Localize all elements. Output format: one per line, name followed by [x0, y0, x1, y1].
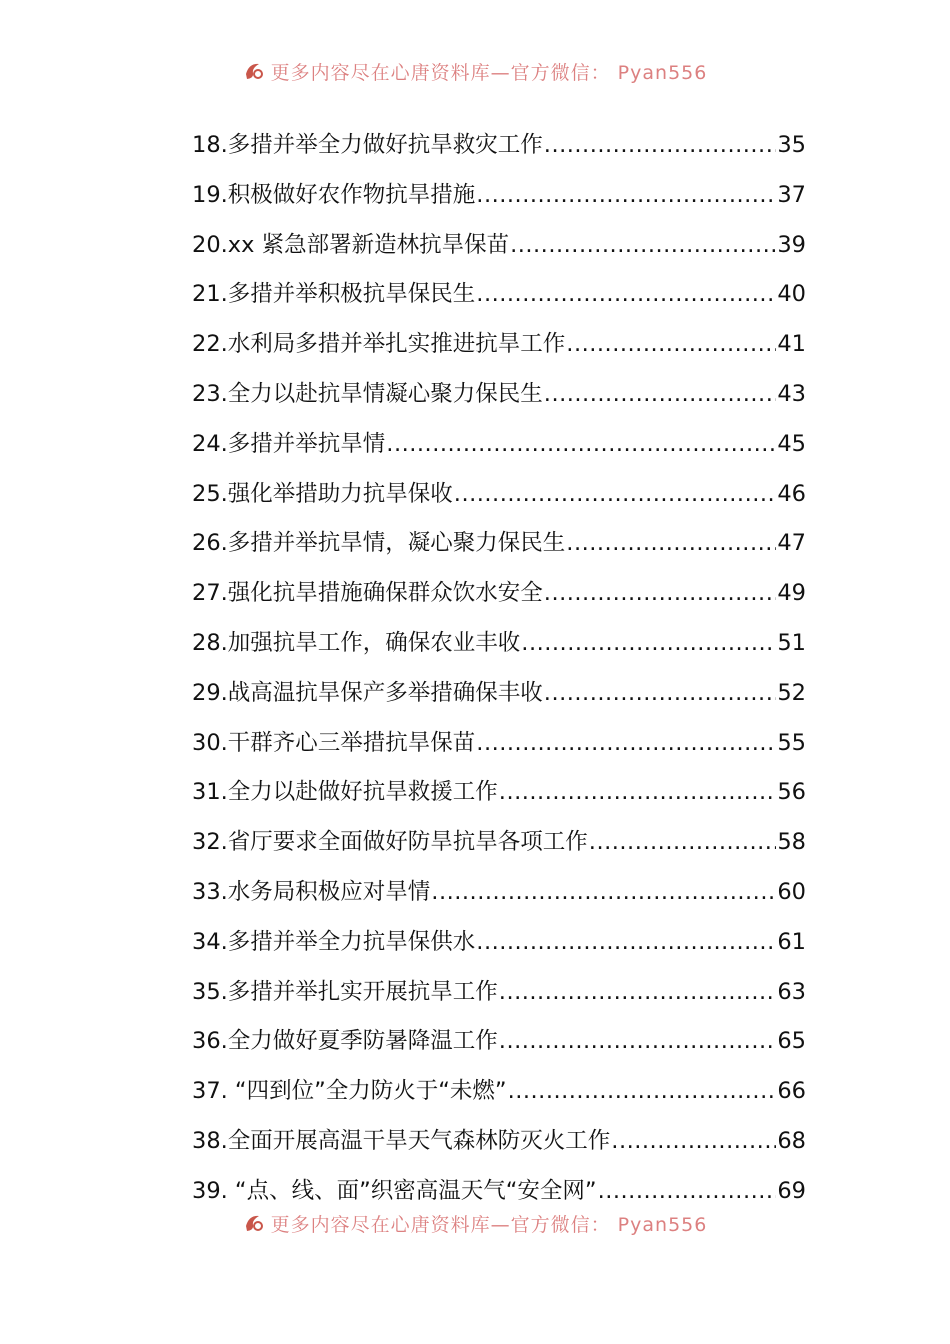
toc-entry-page: 58 — [777, 829, 806, 856]
toc-entry[interactable] — [192, 426, 806, 476]
toc-leader-dots — [589, 824, 777, 860]
toc-entry-title: 20.xx 紧急部署新造林抗旱保苗 — [192, 231, 510, 258]
toc-entry[interactable] — [192, 127, 806, 177]
toc-leader-dots — [544, 675, 777, 711]
toc-entry-page: 47 — [777, 530, 806, 557]
toc-entry[interactable] — [192, 824, 806, 874]
toc-leader-dots — [521, 625, 776, 661]
toc-entry-title: 26.多措并举抗旱情，凝心聚力保民生 — [192, 530, 566, 557]
toc-entry-title: 39. “点、线、面”织密高温天气“安全网” — [192, 1177, 597, 1204]
toc-entry-page: 41 — [777, 331, 806, 358]
toc-entry[interactable] — [192, 774, 806, 824]
toc-entry-page: 39 — [777, 231, 806, 258]
toc-leader-dots — [566, 525, 776, 561]
toc-entry[interactable] — [192, 476, 806, 526]
toc-entry-page: 35 — [777, 132, 806, 158]
toc-leader-dots — [499, 774, 777, 810]
toc-entry-title: 18.多措并举全力做好抗旱救灾工作 — [192, 132, 543, 158]
toc-leader-dots — [544, 575, 777, 611]
toc-leader-dots — [544, 127, 777, 163]
toc-entry-page: 46 — [777, 480, 806, 507]
toc-leader-dots — [566, 326, 776, 362]
watermark-text: 更多内容尽在心唐资料库—官方微信： Pyan556 — [270, 1213, 708, 1236]
toc-leader-dots — [431, 874, 776, 910]
toc-entry-title: 36.全力做好夏季防暑降温工作 — [192, 1028, 498, 1055]
table-of-contents — [192, 127, 806, 1223]
toc-entry-page: 49 — [777, 580, 806, 607]
toc-entry-page: 43 — [777, 380, 806, 407]
toc-entry[interactable] — [192, 376, 806, 426]
logo-icon — [243, 60, 265, 82]
toc-entry-page: 56 — [777, 779, 806, 806]
toc-leader-dots — [544, 376, 777, 412]
toc-entry-page: 63 — [777, 978, 806, 1005]
toc-entry-title: 33.水务局积极应对旱情 — [192, 878, 431, 905]
toc-entry-page: 40 — [777, 281, 806, 308]
toc-leader-dots — [499, 974, 777, 1010]
toc-leader-dots — [611, 1123, 776, 1159]
toc-entry[interactable] — [192, 575, 806, 625]
toc-entry-title: 27.强化抗旱措施确保群众饮水安全 — [192, 580, 543, 607]
toc-entry[interactable] — [192, 1023, 806, 1073]
toc-entry-title: 22.水利局多措并举扎实推进抗旱工作 — [192, 331, 566, 358]
toc-entry[interactable] — [192, 276, 806, 326]
toc-entry[interactable] — [192, 227, 806, 277]
toc-entry-page: 45 — [777, 430, 806, 457]
toc-entry[interactable] — [192, 725, 806, 775]
watermark-text: 更多内容尽在心唐资料库—官方微信： Pyan556 — [270, 61, 708, 84]
toc-leader-dots — [386, 426, 776, 462]
toc-entry[interactable] — [192, 177, 806, 227]
toc-entry[interactable] — [192, 625, 806, 675]
toc-entry-title: 37. “四到位”全力防火于“未燃” — [192, 1078, 507, 1105]
toc-entry-page: 52 — [777, 679, 806, 706]
toc-entry[interactable] — [192, 874, 806, 924]
toc-leader-dots — [476, 177, 776, 213]
toc-entry-title: 38.全面开展高温干旱天气森林防灭火工作 — [192, 1127, 611, 1154]
toc-entry-page: 55 — [777, 729, 806, 756]
toc-entry-title: 28.加强抗旱工作，确保农业丰收 — [192, 629, 521, 656]
toc-leader-dots — [476, 924, 776, 960]
toc-leader-dots — [499, 1023, 777, 1059]
toc-leader-dots — [510, 227, 776, 263]
logo-icon — [243, 1212, 265, 1234]
toc-entry-title: 34.多措并举全力抗旱保供水 — [192, 928, 476, 955]
toc-entry-title: 35.多措并举扎实开展抗旱工作 — [192, 978, 498, 1005]
toc-leader-dots — [454, 476, 777, 512]
toc-entry-page: 37 — [777, 181, 806, 208]
toc-leader-dots — [476, 276, 776, 312]
toc-entry-title: 25.强化举措助力抗旱保收 — [192, 480, 453, 507]
toc-entry-title: 30.干群齐心三举措抗旱保苗 — [192, 729, 476, 756]
toc-entry[interactable] — [192, 326, 806, 376]
toc-entry-page: 66 — [777, 1078, 806, 1105]
watermark-header — [0, 58, 950, 84]
toc-entry-title: 31.全力以赴做好抗旱救援工作 — [192, 779, 498, 806]
toc-entry-title: 29.战高温抗旱保产多举措确保丰收 — [192, 679, 543, 706]
toc-entry[interactable] — [192, 1123, 806, 1173]
toc-entry[interactable] — [192, 974, 806, 1024]
toc-entry-page: 68 — [777, 1127, 806, 1154]
toc-entry[interactable] — [192, 525, 806, 575]
toc-entry-page: 69 — [777, 1177, 806, 1204]
toc-entry-title: 24.多措并举抗旱情 — [192, 430, 386, 457]
toc-entry-title: 32.省厅要求全面做好防旱抗旱各项工作 — [192, 829, 588, 856]
toc-entry-title: 23.全力以赴抗旱情凝心聚力保民生 — [192, 380, 543, 407]
toc-leader-dots — [508, 1073, 777, 1109]
toc-entry[interactable] — [192, 1073, 806, 1123]
toc-entry[interactable] — [192, 924, 806, 974]
watermark-footer — [0, 1210, 950, 1236]
toc-leader-dots — [598, 1173, 777, 1209]
toc-entry-title: 21.多措并举积极抗旱保民生 — [192, 281, 476, 308]
toc-entry-title: 19.积极做好农作物抗旱措施 — [192, 181, 476, 208]
toc-entry[interactable] — [192, 675, 806, 725]
toc-entry-page: 60 — [777, 878, 806, 905]
toc-leader-dots — [476, 725, 776, 761]
toc-entry-page: 61 — [777, 928, 806, 955]
toc-entry-page: 65 — [777, 1028, 806, 1055]
toc-entry-page: 51 — [777, 629, 806, 656]
